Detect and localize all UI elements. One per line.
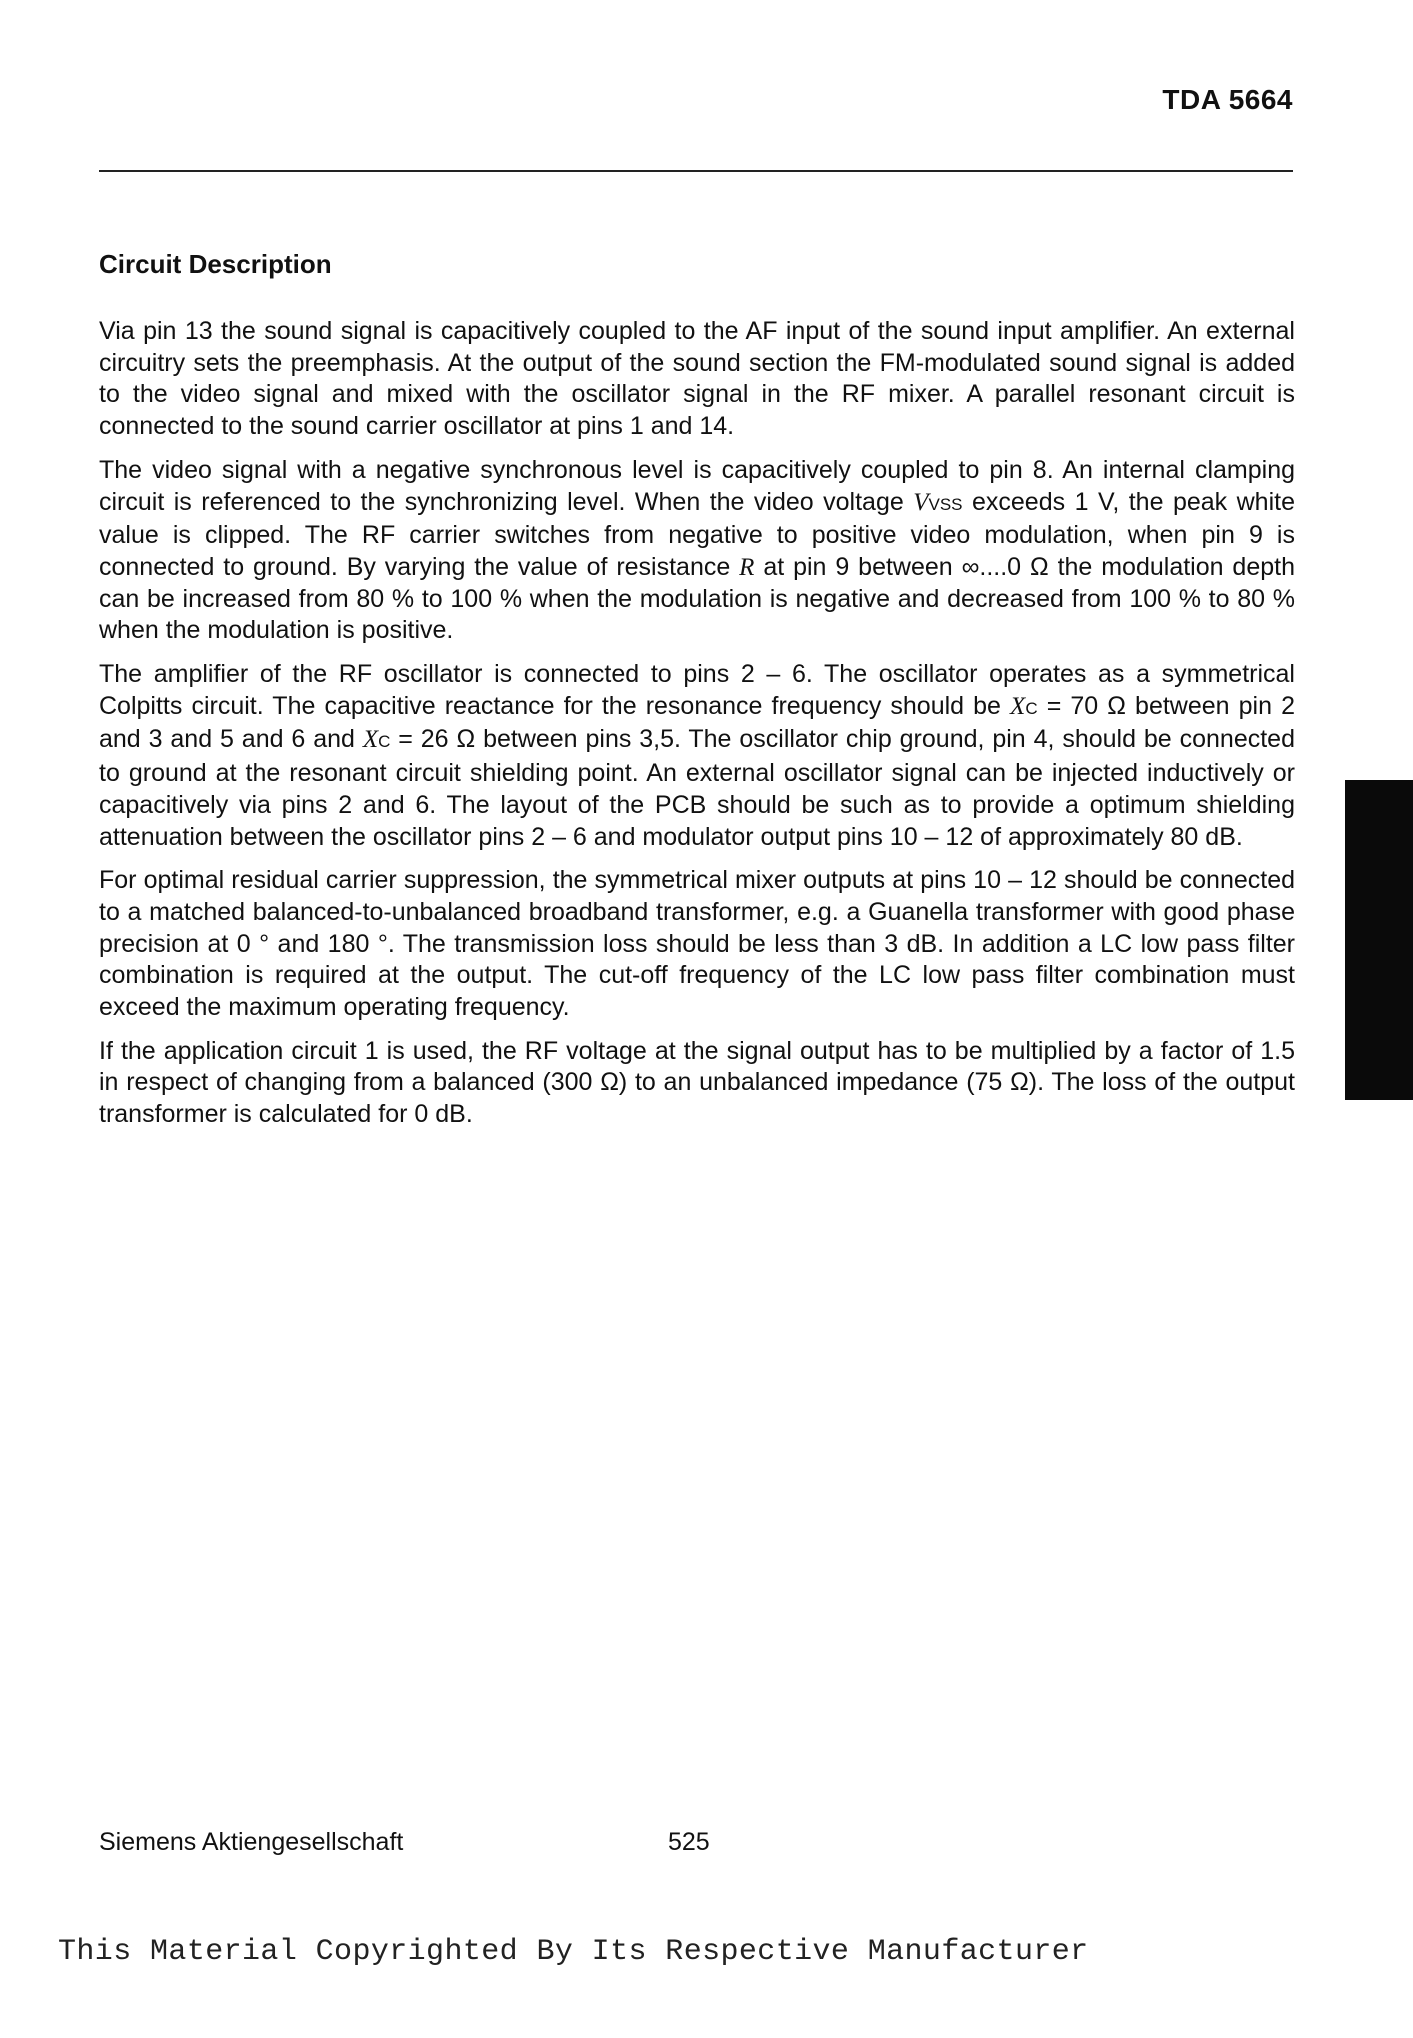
header-rule [99, 170, 1293, 172]
text-run: = 70 Ω between pin 2 and 3 and 5 and 6 and [99, 691, 1295, 754]
paragraph-rf-oscillator [99, 659, 1295, 853]
symbol-v: V [913, 488, 929, 516]
page-number: 525 [668, 1828, 710, 1856]
text-run: The video signal with a negative synchronous level is capacitively coupled to pin 8. An internal clamping circuit is referenced to the synchronizing level. When the video voltage [99, 455, 1295, 516]
section-title: Circuit Description [99, 249, 332, 279]
body-text [99, 316, 1295, 1143]
symbol-x: X [1010, 692, 1026, 720]
symbol-r: R [739, 553, 755, 581]
text-run: exceeds 1 V, the peak white value is clipped. The RF carrier switches from negative to positive video modulation, when pin 9 is connected to ground. By varying the value of resistance [99, 487, 1295, 581]
paragraph-application-circuit: If the application circuit 1 is used, the RF voltage at the signal output has to be multiplied by a factor of 1.5 in respect of changing from a balanced (300 Ω) to an unbalanced impedance (75 Ω). The loss of the output transformer is calculated for 0 dB. [99, 1036, 1295, 1129]
text-run: = 26 Ω between pins 3,5. The oscillator chip ground, pin 4, should be connected to ground at the resonant circuit shielding point. An external oscillator signal can be injected inductively or capacitively via pins 2 and 6. The layout of the PCB should be such as to provide a optimum shielding attenuation between the oscillator pins 2 – 6 and modulator output pins 10 – 12 of approximately 80 dB. [99, 725, 1295, 851]
symbol-x-subscript: C [378, 732, 391, 752]
document-id: TDA 5664 [1162, 84, 1293, 115]
symbol-x-subscript: C [1025, 698, 1038, 718]
text-run: The amplifier of the RF oscillator is connected to pins 2 – 6. The oscillator operates as a symmetrical Colpitts circuit. The capacitive reactance for the resonance frequency should be [99, 660, 1295, 720]
symbol-v-subscript: VSS [928, 494, 963, 514]
paragraph-sound-signal: Via pin 13 the sound signal is capacitively coupled to the AF input of the sound input amplifier. An external circuitry sets the preemphasis. At the output of the sound section the FM-modulated sound signal is added to the video signal and mixed with the oscillator signal in the RF mixer. A parallel resonant circuit is connected to the sound carrier oscillator at pins 1 and 14. [99, 317, 1295, 441]
text-run: at pin 9 between ∞....0 Ω the modulation depth can be increased from 80 % to 100 % when the modulation is negative and decreased from 100 % to 80 % when the modulation is positive. [99, 552, 1295, 645]
copyright-notice: This Material Copyrighted By Its Respective Manufacturer [58, 1935, 1089, 1969]
paragraph-video-signal [99, 455, 1295, 647]
paragraph-carrier-suppression: For optimal residual carrier suppression, the symmetrical mixer outputs at pins 10 – 12 should be connected to a matched balanced-to-unbalanced broadband transformer, e.g. a Guanella transformer with good phase precision at 0 ° and 180 °. The transmission loss should be less than 3 dB. In addition a LC low pass filter combination is required at the output. The cut-off frequency of the LC low pass filter combination must exceed the maximum operating frequency. [99, 866, 1295, 1022]
symbol-x: X [362, 726, 379, 754]
footer-company: Siemens Aktiengesellschaft [99, 1828, 404, 1856]
side-thumb-tab [1345, 780, 1413, 1100]
